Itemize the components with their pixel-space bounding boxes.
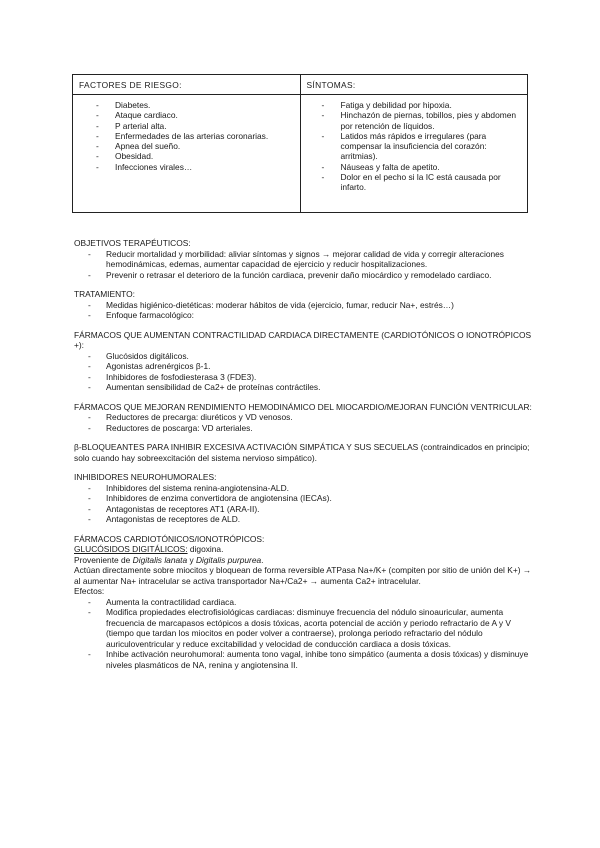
list-item: - Aumentan sensibilidad de Ca2+ de proteínas contráctiles. [88, 382, 321, 392]
document-body [74, 238, 532, 670]
list-item: - Reducir mortalidad y morbilidad: aliviar síntomas y signos → mejorar calidad de vida y corregir alteraciones hemodinámicas, edemas, aumentar capacidad de ejercicio y reducir hospitalizaciones. [88, 248, 504, 269]
section-neurohumorales [74, 472, 532, 525]
list-item: - Medidas higiénico-dietéticas: moderar hábitos de vida (ejercicio, fumar, reducir Na+, estrés…) [88, 299, 454, 310]
objetivos-list [74, 249, 532, 281]
section-objetivos [74, 238, 532, 280]
origin-line: Proveniente de Digitalis lanata y Digitalis purpurea. [74, 554, 264, 565]
list-item: - Hinchazón de piernas, tobillos, pies y abdomen por retención de líquidos. [321, 110, 517, 131]
tratamiento-list [74, 300, 532, 321]
list-item: - Reductores de poscarga: VD arteriales. [88, 422, 253, 433]
list-item: - Inhibe activación neurohumoral: aumenta tono vagal, inhibe tono simpático (aumenta a dosis tóxicas) y disminuye niveles plasmáticos de NA, renina y angiotensina II. [88, 649, 529, 670]
contractilidad-list [74, 351, 532, 393]
section-heading: FÁRMACOS CARDIOTÓNICOS/IONOTRÓPICOS: [74, 533, 265, 544]
glucosidos-drug: digoxina. [187, 544, 224, 554]
section-betabloqueantes [74, 442, 532, 463]
list-item: - Prevenir o retrasar el deterioro de la función cardiaca, prevenir daño miocárdico y remodelado cardiaco. [88, 269, 492, 280]
symptoms-header: SÍNTOMAS: [300, 75, 528, 95]
list-item: - Enfoque farmacológico: [88, 310, 194, 320]
list-item: - Inhibidores de fosfodiesterasa 3 (FDE3). [88, 371, 257, 382]
list-item: - Antagonistas de receptores de ALD. [88, 514, 241, 524]
section-contractilidad [74, 330, 532, 393]
section-heading: TRATAMIENTO: [74, 289, 135, 299]
list-item: - Ataque cardiaco. [96, 110, 178, 121]
list-item: - Inhibidores del sistema renina-angiotensina-ALD. [88, 482, 289, 493]
risk-symptoms-table [72, 74, 528, 213]
list-item: - Apnea del sueño. [96, 141, 181, 152]
species-name: Digitalis purpurea [195, 554, 262, 565]
list-item: - Infecciones virales… [96, 161, 193, 172]
species-name: Digitalis lanata [132, 554, 188, 565]
list-item: - Fatiga y debilidad por hipoxia. [321, 100, 452, 110]
list-item: - P arterial alta. [96, 120, 167, 131]
symptoms-list [301, 100, 528, 193]
glucosidos-subheading [74, 544, 532, 555]
section-rendimiento [74, 402, 532, 434]
rendimiento-list [74, 412, 532, 433]
list-item: - Diabetes. [96, 100, 151, 110]
risk-factors-list [73, 100, 300, 172]
section-heading: FÁRMACOS QUE AUMENTAN CONTRACTILIDAD CARDIACA DIRECTAMENTE (CARDIOTÓNICOS O IONOTRÓPICOS +): [74, 329, 532, 350]
risk-factors-cell [73, 95, 301, 213]
list-item: - Dolor en el pecho si la IC está causada por infarto. [321, 172, 501, 193]
list-item: - Modifica propiedades electrofisiológicas cardiacas: disminuye frecuencia del nódulo sinoauricular, aumenta frecuencia de marcapasos ectópicos a dosis tóxicas, acorta potencial de acción y periodo refractario de A y V (tiempo que tardan los miocitos en poder volver a contraerse), prolonga periodo refractario del nódulo auriculoventricular y reduce excitabilidad y velocidad de conducción cardiaca a dosis tóxicas. [88, 607, 512, 649]
list-item: - Antagonistas de receptores AT1 (ARA-II). [88, 503, 260, 514]
list-item: - Náuseas y falta de apetito. [321, 161, 440, 172]
list-item: - Obesidad. [96, 151, 154, 162]
neurohumorales-list [74, 483, 532, 525]
risk-factors-header: FACTORES DE RIESGO: [73, 75, 301, 95]
list-item: - Glucósidos digitálicos. [88, 350, 189, 361]
list-item: - Inhibidores de enzima convertidora de angiotensina (IECAs). [88, 493, 332, 503]
list-item: - Enfermedades de las arterias coronarias. [96, 130, 269, 141]
list-item: - Latidos más rápidos e irregulares (para compensar la insuficiencia del corazón: arritmias). [321, 130, 487, 162]
symptoms-cell [300, 95, 528, 213]
efectos-label: Efectos: [74, 586, 105, 596]
list-item: - Agonistas adrenérgicos β-1. [88, 361, 211, 371]
list-item: - Aumenta la contractilidad cardiaca. [88, 596, 237, 607]
section-heading: OBJETIVOS TERAPÉUTICOS: [74, 238, 191, 248]
list-item: - Reductores de precarga: diuréticos y VD venosos. [88, 412, 293, 422]
betabloqueantes-paragraph: β-BLOQUEANTES PARA INHIBIR EXCESIVA ACTIVACIÓN SIMPÁTICA Y SUS SECUELAS (contraindicados en principio; solo cuando hay sobreexcitación del sistema nervioso simpático). [74, 442, 530, 463]
glucosidos-title: GLUCÓSIDOS DIGITÁLICOS: [74, 544, 188, 554]
section-cardiotonicos [74, 534, 532, 671]
section-heading: INHIBIDORES NEUROHUMORALES: [74, 472, 217, 482]
mechanism-paragraph: Actúan directamente sobre miocitos y bloquean de forma reversible ATPasa Na+/K+ (compiten por sitio de unión del K+) → al aumentar Na+ intracelular se activa transportador Na+/Ca2+ → aumenta Ca2+ intracelular. [74, 565, 532, 586]
section-heading: FÁRMACOS QUE MEJORAN RENDIMIENTO HEMODINÁMICO DEL MIOCARDIO/MEJORAN FUNCIÓN VENTRICULAR: [74, 401, 532, 412]
section-tratamiento [74, 289, 532, 321]
efectos-list [74, 597, 532, 671]
